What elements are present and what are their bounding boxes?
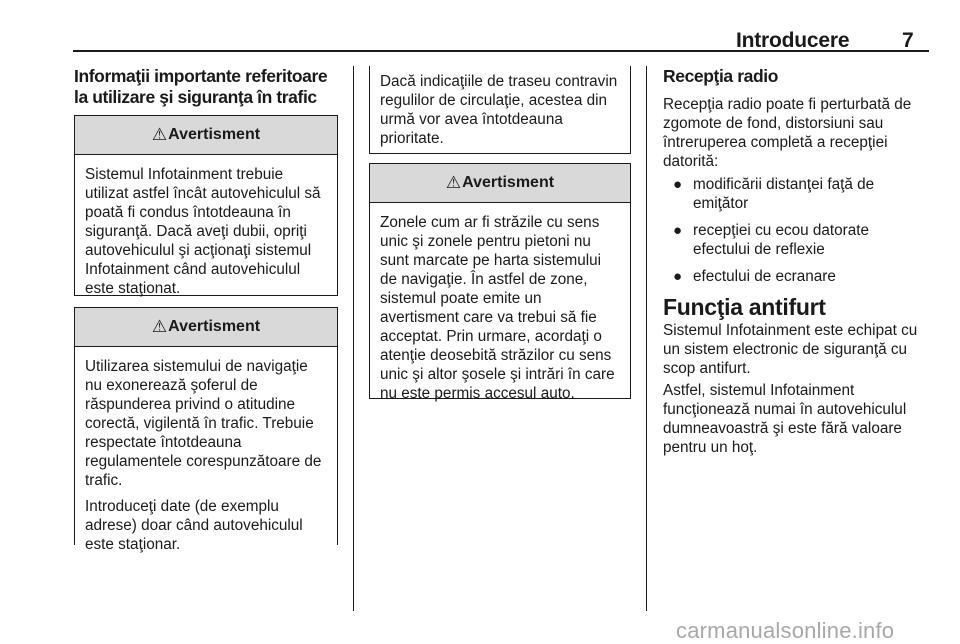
radio-interference-list [663, 175, 929, 294]
bullet-icon: ● [673, 268, 683, 285]
warning-text: Zonele cum ar fi străzile cu sens unic şi zonele pentru pietoni nu sunt marcate pe harta sistemului de navigaţie. În astfel de zone, sistemul poate emite un avertisment care va trebui să fie acceptat. Prin urmare, acordaţi o atenţie deosebită străzilor cu sens unic şi altor şosele şi intrări în care nu este permis accesul auto. [380, 214, 615, 402]
warning-text: Introduceţi date (de exemplu adrese) doar când autovehiculul este staţionar. [85, 498, 303, 553]
list-item-text: efectului de ecranare [693, 268, 836, 285]
warning-box-body [75, 347, 337, 569]
section-heading-anti-theft: Funcţia antifurt [663, 294, 826, 320]
column-divider-2 [646, 66, 647, 611]
warning-box-infotainment-use [74, 115, 338, 296]
anti-theft-paragraph-1: Sistemul Infotainment este echipat cu un sistem electronic de siguranţă cu scop antifurt. [663, 322, 918, 377]
warning-title: Avertisment [168, 126, 261, 143]
warning-text: Utilizarea sistemului de navigaţie nu exonerează şoferul de răspunderea privind o atitudine corectă, vigilentă în trafic. Trebuie respectate întotdeauna regulamentele corespunzătoare de trafic. [85, 358, 322, 489]
warning-triangle-icon: ⚠ [445, 173, 462, 192]
warning-title: Avertisment [168, 318, 261, 335]
list-item [663, 175, 929, 213]
warning-box-one-way-streets [369, 163, 631, 402]
header-divider [73, 50, 929, 52]
section-heading-usage-safety: Informaţii importante referitoare la utilizare şi siguranţa în trafic [74, 66, 328, 107]
warning-box-navigation-responsibility [74, 307, 338, 553]
warning-box-body [370, 203, 630, 418]
list-item-text: modificării distanţei faţă de emiţător [693, 176, 875, 212]
warning-box-header [75, 116, 337, 155]
list-item-text: recepţiei cu ecou datorate efectului de reflexie [693, 222, 870, 258]
radio-intro-text: Recepţia radio poate fi perturbată de zgomote de fond, distorsiuni sau întreruperea completă a recepţiei datorită: [663, 96, 912, 170]
continued-warning-text: Dacă indicaţiile de traseu contravin regulilor de circulaţie, acestea din urmă vor avea întotdeauna prioritate. [380, 73, 618, 147]
warning-triangle-icon: ⚠ [151, 317, 168, 336]
column-divider-1 [353, 66, 354, 611]
warning-box-body [75, 155, 337, 313]
list-item [663, 221, 929, 259]
warning-text: Sistemul Infotainment trebuie utilizat astfel încât autovehiculul să poată fi condus întotdeauna în siguranţă. Dacă aveţi dubii, opriţi autovehiculul şi acţionaţi sistemul Infotainment când autovehiculul este staţionat. [85, 166, 321, 297]
bullet-icon: ● [673, 176, 683, 193]
warning-title: Avertisment [462, 174, 555, 191]
anti-theft-paragraph-2: Astfel, sistemul Infotainment funcţionează numai în autovehiculul dumneavoastră şi este fără valoare pentru un hoţ. [663, 382, 907, 456]
site-watermark: carmanualsonline.info [676, 618, 895, 643]
list-item [663, 267, 929, 286]
page-number: 7 [902, 29, 914, 52]
warning-box-header [75, 308, 337, 347]
warning-box-header [370, 164, 630, 203]
warning-triangle-icon: ⚠ [151, 125, 168, 144]
warning-box-continued [369, 66, 631, 154]
page-header-title: Introducere [736, 29, 850, 52]
bullet-icon: ● [673, 222, 683, 239]
section-heading-radio-reception: Recepţia radio [663, 66, 778, 86]
